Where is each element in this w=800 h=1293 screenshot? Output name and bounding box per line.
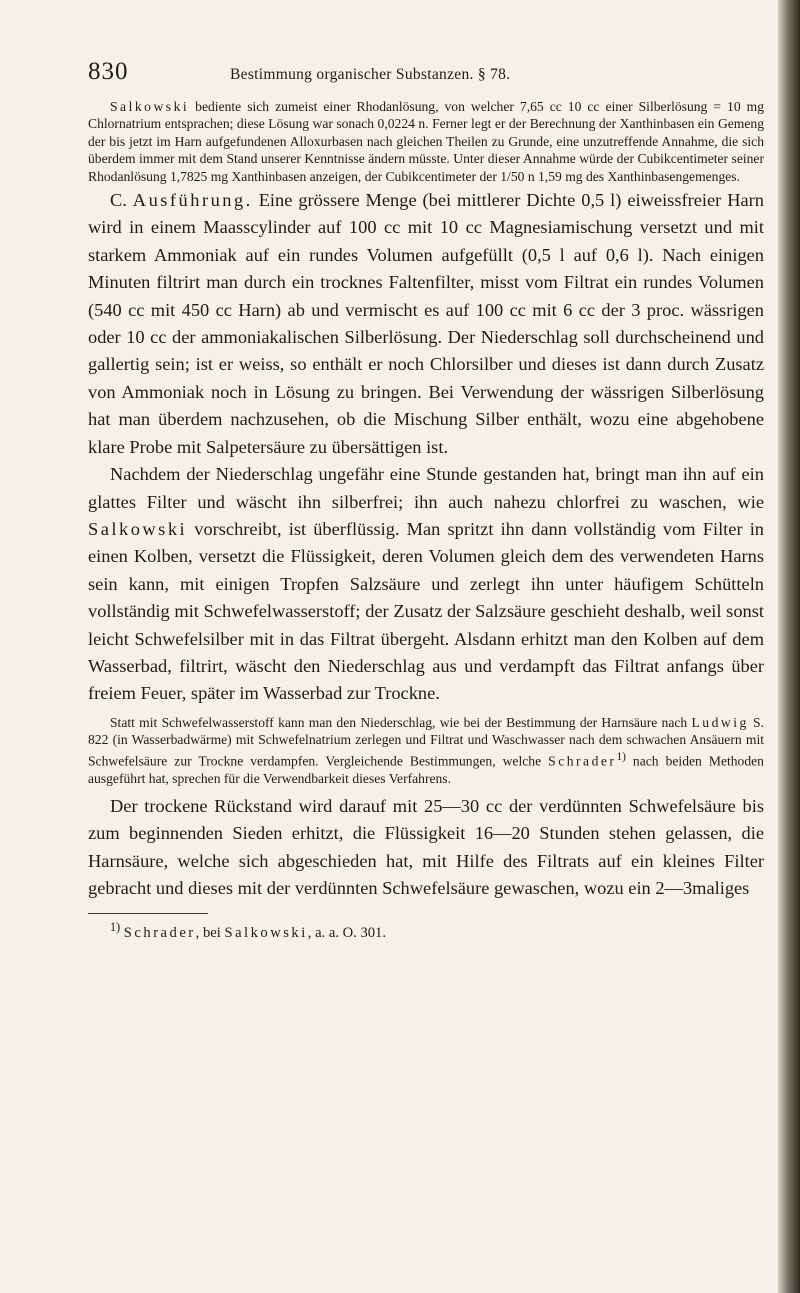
- footnote-text-end: , a. a. O. 301.: [307, 924, 386, 941]
- author-name: Salkowski: [224, 924, 308, 941]
- footnote-reference: 1): [616, 750, 626, 763]
- note-paragraph: [88, 714, 764, 787]
- section-heading: Ausführung.: [132, 190, 253, 211]
- page-header: [88, 58, 764, 88]
- fraction: 1/50: [500, 168, 525, 184]
- note-text-middle: S. 822 (in Wasserbadwärme) mit Schwefelnatrium zerlegen und Filtrat und Waschwasser nach dem schwachen Ansäuern mit Schwefelsäure zur Trockne verdampfen. Vergleichende Bestimmungen, welche: [88, 714, 765, 769]
- author-name: Schrader: [548, 753, 617, 769]
- note-text-after: nach beiden Methoden ausgeführt hat, sprechen für die Verwendbarkeit dieses Verfahrens.: [88, 753, 764, 786]
- intro-text: bediente sich zumeist einer Rhodanlösung, von welcher 7,65 cc 10 cc einer Silberlösung = 10 mg Chlornatrium entsprachen; diese Lösung war sonach 0,0224 n. Ferner legt er der Berechnung der Xanthinbasen ein Gemeng der bis jetzt im Harn aufgefundenen Alloxurbasen nach gleichen Theilen zu Grunde, eine unzutreffende Annahme, die sich überdem immer mit dem Stand unserer Kenntnisse ändern müsste. Unter dieser Annahme würde der Cubikcentimeter seiner Rhodanlösung 1,7825 mg Xanthinbasen anzeigen, der Cubikcentimeter der: [88, 99, 764, 184]
- paragraph-filtering: [88, 461, 764, 708]
- author-name: Ludwig: [691, 714, 749, 730]
- note-text-before: Statt mit Schwefelwasserstoff kann man den Niederschlag, wie bei der Bestimmung der Harnsäure nach: [110, 714, 692, 730]
- scan-binding-edge: [778, 0, 800, 1293]
- author-name: Salkowski: [88, 518, 188, 539]
- footnote-divider: [88, 913, 208, 914]
- footnote-text-middle: , bei: [195, 924, 225, 941]
- intro-paragraph: [88, 98, 764, 185]
- author-name: Schrader: [123, 924, 196, 941]
- footnote-mark: 1): [110, 919, 121, 934]
- section-label: C.: [110, 190, 133, 211]
- running-title: Bestimmung organischer Substanzen. § 78.: [230, 66, 511, 83]
- footnote: [88, 918, 764, 942]
- book-page: [88, 58, 764, 941]
- page-number: 830: [88, 58, 129, 85]
- section-c-paragraph: [88, 187, 764, 461]
- section-c-text: Eine grössere Menge (bei mittlerer Dichte 0,5 l) eiweissfreier Harn wird in einem Maasscylinder auf 100 cc mit 10 cc Magnesiamischung versetzt und mit starkem Ammoniak auf ein rundes Volumen aufgefüllt (0,5 l auf 0,6 l). Nach einigen Minuten filtrirt man durch ein trocknes Faltenfilter, misst vom Filtrat ein rundes Volumen (540 cc mit 450 cc Harn) ab und vermischt es auf 100 cc mit 6 cc der 3 proc. wässrigen oder 10 cc der ammoniakalischen Silberlösung. Der Niederschlag soll durchscheinend und gallertig sein; ist er weiss, so enthält er noch Chlorsilber und dieses ist dann durch Zusatz von Ammoniak noch in Lösung zu bringen. Bei Verwendung der wässrigen Silberlösung hat man überdem nachzusehen, ob die Mischung Silber enthält, wozu eine abgehobene klare Probe mit Salpetersäure zu übersättigen ist.: [88, 190, 764, 457]
- paragraph-residue: Der trockene Rückstand wird darauf mit 25—30 cc der verdünnten Schwefelsäure bis zum beginnenden Sieden erhitzt, die Flüssigkeit 16—20 Stunden stehen gelassen, die Harnsäure, welche sich abgeschieden hat, mit Hilfe des Filtrats auf ein kleines Filter gebracht und dieses mit der verdünnten Schwefelsäure gewaschen, wozu ein 2—3maliges: [88, 795, 764, 899]
- paragraph-2-text-before: Nachdem der Niederschlag ungefähr eine Stunde gestanden hat, bringt man ihn auf ein glattes Filter und wäscht ihn silberfrei; ihn auch nahezu chlorfrei zu waschen, wie: [88, 464, 764, 512]
- paragraph-2-text-after: vorschreibt, ist überflüssig. Man spritzt ihn dann vollständig vom Filter in einen Kolben, versetzt die Flüssigkeit, deren Volumen gleich dem des verwendeten Harns sein kann, mit einigen Tropfen Salzsäure und zerlegt ihn unter häufigem Schütteln vollständig mit Schwefelwasserstoff; der Zusatz der Salzsäure geschieht deshalb, weil sonst leicht Schwefelsilber mit in das Filtrat übergeht. Alsdann erhitzt man den Kolben auf dem Wasserbad, filtrirt, wäscht den Niederschlag aus und verdampft das Filtrat anfangs über freiem Feuer, später im Wasserbad zur Trockne.: [88, 518, 764, 704]
- author-name: Salkowski: [110, 99, 190, 114]
- intro-text-end: n 1,59 mg des Xanthinbasengemenges.: [524, 168, 740, 184]
